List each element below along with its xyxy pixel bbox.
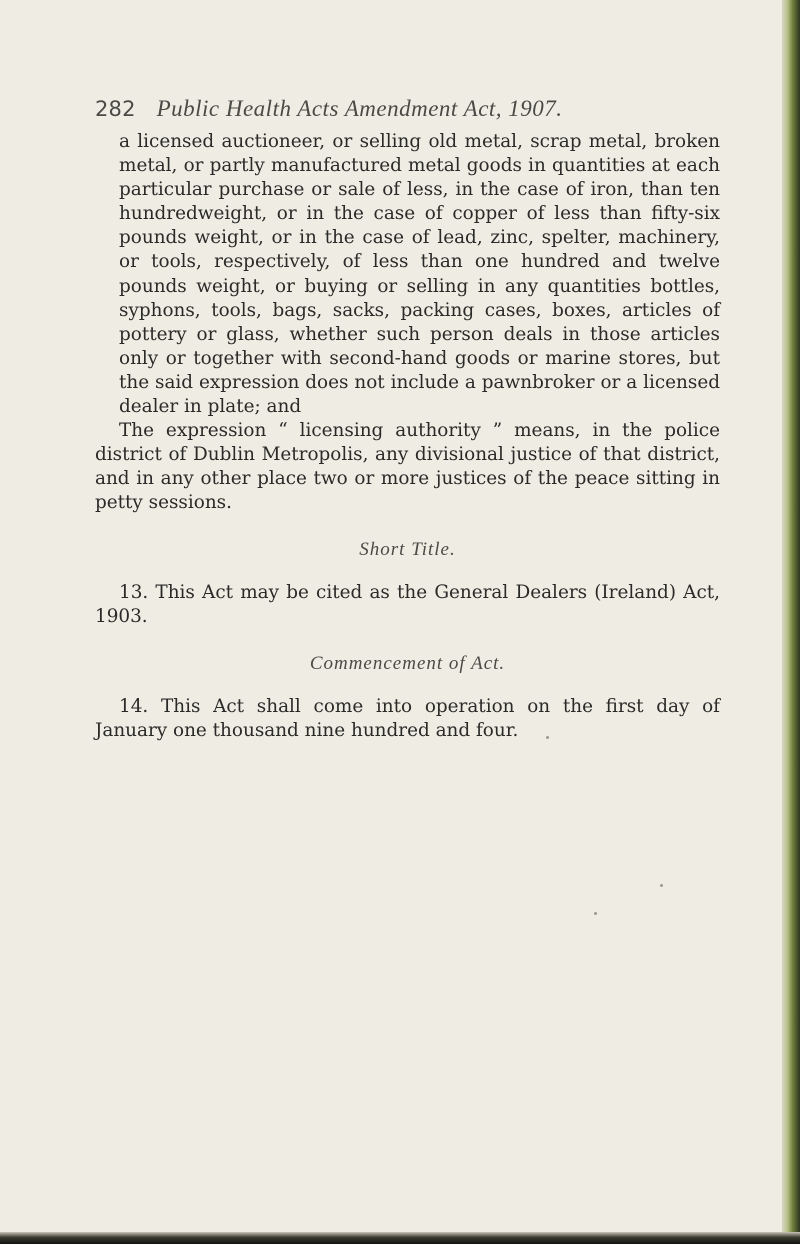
- section-heading-short-title: Short Title.: [359, 538, 456, 560]
- paragraph-definition-dealer: a licensed auctioneer, or selling old metal, scrap metal, broken metal, or partly manufactured metal goods in quantities at each particular purchase or sale of less, in the case of iron, than ten hundredweight, or in the case of copper of less than fifty-six pounds weight, or in the case of lead, zinc, spelter, machinery, or tools, respectively, of less than one hundred and twelve pounds weight, or buying or selling in any quantities bottles, syphons, tools, bags, sacks, packing cases, boxes, articles of pottery or glass, whether such person deals in those articles only or together with second-hand goods or marine stores, but the said expression does not include a pawnbroker or a licensed dealer in plate; and: [119, 131, 720, 418]
- page-edge-bottom: [0, 1232, 800, 1244]
- section-heading-commencement: Commencement of Act.: [309, 652, 506, 674]
- paper-speck: [660, 884, 663, 887]
- running-head: [95, 96, 715, 122]
- paragraph-section-14: 14. This Act shall come into operation on the first day of January one thousand nine hundred and four.: [95, 695, 720, 741]
- page-number: 282: [95, 97, 136, 121]
- page-edge-right: [782, 0, 800, 1244]
- running-title: Public Health Acts Amendment Act, 1907.: [156, 96, 563, 121]
- paper-speck: [594, 912, 597, 915]
- paragraph-licensing-authority: The expression “ licensing authority ” means, in the police district of Dublin Metropolis, any divisional justice of that district, and in any other place two or more justices of the peace sitting in petty sessions.: [95, 420, 720, 514]
- paper-speck: [546, 736, 549, 739]
- paragraph-section-13: 13. This Act may be cited as the General Dealers (Ireland) Act, 1903.: [95, 581, 720, 627]
- body-text: [95, 130, 720, 743]
